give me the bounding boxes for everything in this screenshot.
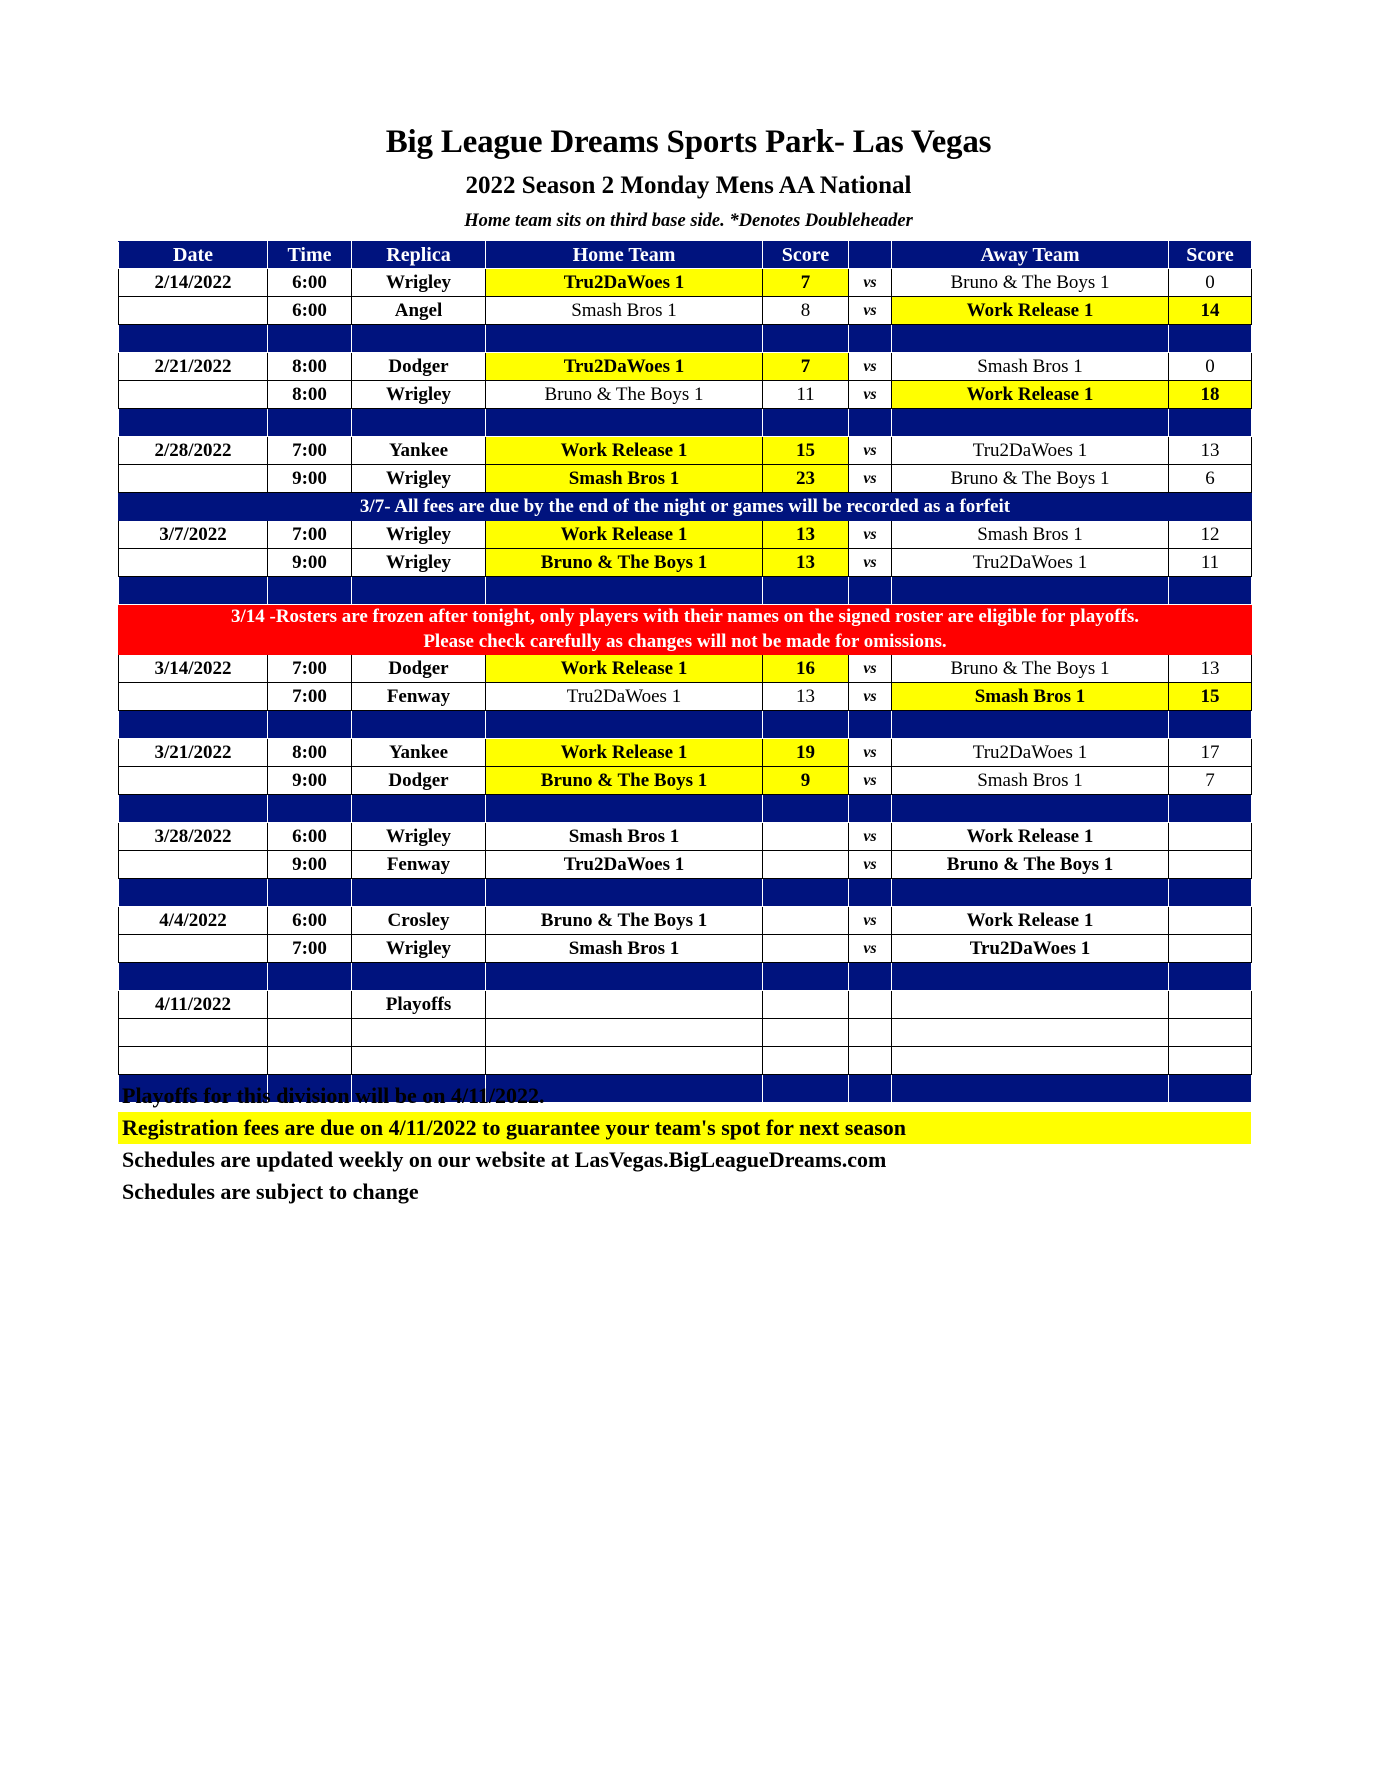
separator-cell [1169,409,1252,437]
vs-cell: vs [849,739,892,767]
separator-cell [1169,577,1252,605]
date-cell [119,1019,268,1047]
separator-cell [119,795,268,823]
separator-cell [849,879,892,907]
separator-cell [763,711,849,739]
away-score-cell: 12 [1169,521,1252,549]
away-score-cell [1169,907,1252,935]
game-row [119,521,1252,549]
away-team-cell: Tru2DaWoes 1 [892,437,1169,465]
replica-cell: Dodger [352,655,486,683]
home-score-cell: 9 [763,767,849,795]
game-row [119,353,1252,381]
separator-cell [486,325,763,353]
vs-cell: vs [849,437,892,465]
home-team-cell: Bruno & The Boys 1 [486,549,763,577]
away-team-cell: Tru2DaWoes 1 [892,549,1169,577]
away-score-cell [1169,1047,1252,1075]
separator-cell [268,879,352,907]
game-row [119,991,1252,1019]
separator-cell [849,325,892,353]
date-cell [119,683,268,711]
time-cell: 8:00 [268,381,352,409]
week-separator-row [119,879,1252,907]
home-team-cell: Work Release 1 [486,521,763,549]
separator-cell [486,879,763,907]
game-row [119,269,1252,297]
away-team-cell: Work Release 1 [892,823,1169,851]
replica-cell: Wrigley [352,465,486,493]
separator-cell [763,577,849,605]
game-row [119,767,1252,795]
replica-cell: Wrigley [352,381,486,409]
separator-cell [119,711,268,739]
vs-cell: vs [849,269,892,297]
time-cell: 9:00 [268,767,352,795]
week-separator-row [119,325,1252,353]
playoffs-note: Playoffs for this division will be on 4/11/2022. [122,1083,545,1108]
separator-cell [486,963,763,991]
home-team-cell: Work Release 1 [486,739,763,767]
separator-cell [352,963,486,991]
vs-cell: vs [849,465,892,493]
away-team-cell [892,1047,1169,1075]
separator-cell [486,409,763,437]
replica-cell: Dodger [352,353,486,381]
date-cell [119,297,268,325]
game-row [119,683,1252,711]
away-team-cell: Smash Bros 1 [892,353,1169,381]
away-score-cell: 7 [1169,767,1252,795]
time-cell: 7:00 [268,521,352,549]
away-team-cell: Smash Bros 1 [892,767,1169,795]
game-row [119,655,1252,683]
away-team-cell [892,991,1169,1019]
separator-cell [892,963,1169,991]
replica-cell: Wrigley [352,823,486,851]
home-team-cell: Tru2DaWoes 1 [486,269,763,297]
vs-cell [849,991,892,1019]
table-header-row [119,242,1252,269]
date-cell: 4/4/2022 [119,907,268,935]
separator-cell [352,711,486,739]
away-score-cell: 14 [1169,297,1252,325]
alert-row [119,630,1252,655]
separator-cell [892,325,1169,353]
time-cell: 6:00 [268,907,352,935]
separator-cell [892,879,1169,907]
separator-cell [849,409,892,437]
website-note: Schedules are updated weekly on our website at LasVegas.BigLeagueDreams.com [122,1147,887,1172]
home-score-cell [763,991,849,1019]
home-score-cell: 19 [763,739,849,767]
date-cell [119,465,268,493]
separator-cell [352,879,486,907]
away-score-cell: 0 [1169,353,1252,381]
separator-cell [268,795,352,823]
game-row [119,1019,1252,1047]
home-score-cell: 16 [763,655,849,683]
separator-cell [268,963,352,991]
home-score-cell: 13 [763,521,849,549]
date-cell: 2/21/2022 [119,353,268,381]
week-separator-row [119,963,1252,991]
away-team-cell: Work Release 1 [892,297,1169,325]
away-score-cell [1169,1019,1252,1047]
date-cell [119,935,268,963]
away-score-cell [1169,851,1252,879]
date-cell: 4/11/2022 [119,991,268,1019]
home-team-cell: Smash Bros 1 [486,935,763,963]
home-score-cell [763,1047,849,1075]
home-score-cell: 8 [763,297,849,325]
col-away-team: Away Team [892,242,1169,269]
home-team-cell [486,1047,763,1075]
home-score-cell: 11 [763,381,849,409]
away-score-cell [1169,935,1252,963]
home-score-cell [763,935,849,963]
separator-cell [352,325,486,353]
home-score-cell [763,851,849,879]
time-cell: 8:00 [268,739,352,767]
replica-cell: Fenway [352,683,486,711]
away-score-cell: 0 [1169,269,1252,297]
replica-cell: Playoffs [352,991,486,1019]
separator-cell [1169,963,1252,991]
home-team-cell: Smash Bros 1 [486,465,763,493]
away-score-cell: 6 [1169,465,1252,493]
separator-cell [268,711,352,739]
separator-cell [849,795,892,823]
alert-text: Please check carefully as changes will not be made for omissions. [119,630,1252,655]
home-team-cell: Smash Bros 1 [486,823,763,851]
date-cell [119,851,268,879]
home-score-cell: 15 [763,437,849,465]
home-team-cell: Tru2DaWoes 1 [486,683,763,711]
change-note: Schedules are subject to change [122,1179,419,1204]
date-cell: 3/14/2022 [119,655,268,683]
time-cell: 7:00 [268,655,352,683]
separator-cell [1169,795,1252,823]
vs-cell: vs [849,297,892,325]
replica-cell: Fenway [352,851,486,879]
time-cell: 6:00 [268,297,352,325]
home-score-cell: 7 [763,353,849,381]
time-cell: 8:00 [268,353,352,381]
away-team-cell: Tru2DaWoes 1 [892,935,1169,963]
replica-cell: Yankee [352,739,486,767]
col-replica: Replica [352,242,486,269]
replica-cell: Wrigley [352,935,486,963]
game-row [119,907,1252,935]
separator-cell [892,577,1169,605]
page-title: Big League Dreams Sports Park- Las Vegas [385,124,992,160]
date-cell: 2/14/2022 [119,269,268,297]
replica-cell: Wrigley [352,549,486,577]
away-score-cell [1169,823,1252,851]
game-row [119,381,1252,409]
time-cell: 7:00 [268,683,352,711]
home-team-cell [486,1019,763,1047]
separator-cell [119,409,268,437]
time-cell [268,991,352,1019]
announcement-row [119,493,1252,521]
away-team-cell: Work Release 1 [892,381,1169,409]
away-score-cell: 11 [1169,549,1252,577]
week-separator-row [119,711,1252,739]
separator-cell [763,409,849,437]
vs-cell [849,1047,892,1075]
home-score-cell [763,1019,849,1047]
vs-cell: vs [849,521,892,549]
game-row [119,465,1252,493]
away-score-cell: 17 [1169,739,1252,767]
separator-cell [849,577,892,605]
game-row [119,549,1252,577]
game-row [119,935,1252,963]
time-cell: 6:00 [268,823,352,851]
separator-cell [352,795,486,823]
away-team-cell: Bruno & The Boys 1 [892,655,1169,683]
time-cell: 7:00 [268,437,352,465]
away-team-cell: Smash Bros 1 [892,521,1169,549]
home-team-cell: Tru2DaWoes 1 [486,353,763,381]
home-score-cell: 7 [763,269,849,297]
away-team-cell: Smash Bros 1 [892,683,1169,711]
replica-cell: Crosley [352,907,486,935]
footer-notes [122,1080,1251,1208]
home-score-cell [763,823,849,851]
time-cell: 9:00 [268,465,352,493]
separator-cell [268,577,352,605]
home-team-cell: Bruno & The Boys 1 [486,767,763,795]
col-time: Time [268,242,352,269]
schedule-rows [119,269,1252,1103]
separator-cell [892,795,1169,823]
time-cell: 9:00 [268,549,352,577]
vs-cell: vs [849,683,892,711]
home-score-cell [763,907,849,935]
date-cell: 3/21/2022 [119,739,268,767]
vs-cell: vs [849,851,892,879]
time-cell: 6:00 [268,269,352,297]
separator-cell [486,711,763,739]
game-row [119,437,1252,465]
home-team-cell: Bruno & The Boys 1 [486,907,763,935]
separator-cell [268,325,352,353]
replica-cell: Dodger [352,767,486,795]
week-separator-row [119,795,1252,823]
away-score-cell: 13 [1169,655,1252,683]
home-team-cell: Smash Bros 1 [486,297,763,325]
replica-cell: Wrigley [352,521,486,549]
week-separator-row [119,409,1252,437]
replica-cell: Angel [352,297,486,325]
replica-cell: Wrigley [352,269,486,297]
separator-cell [892,711,1169,739]
col-home-team: Home Team [486,242,763,269]
vs-cell: vs [849,353,892,381]
home-score-cell: 13 [763,683,849,711]
separator-cell [763,325,849,353]
game-row [119,851,1252,879]
separator-cell [119,879,268,907]
away-team-cell: Bruno & The Boys 1 [892,851,1169,879]
date-cell [119,549,268,577]
home-team-cell: Bruno & The Boys 1 [486,381,763,409]
date-cell: 3/7/2022 [119,521,268,549]
separator-cell [763,879,849,907]
home-team-cell: Tru2DaWoes 1 [486,851,763,879]
separator-cell [119,325,268,353]
game-row [119,297,1252,325]
away-score-cell: 13 [1169,437,1252,465]
vs-cell: vs [849,549,892,577]
col-vs [849,242,892,269]
separator-cell [119,963,268,991]
home-score-cell: 13 [763,549,849,577]
vs-cell: vs [849,907,892,935]
replica-cell [352,1019,486,1047]
alert-row [119,605,1252,630]
announcement-text: 3/7- All fees are due by the end of the night or games will be recorded as a forfeit [119,493,1252,521]
page-subtitle: 2022 Season 2 Monday Mens AA National [465,172,912,199]
home-team-cell: Work Release 1 [486,437,763,465]
separator-cell [352,409,486,437]
vs-cell: vs [849,823,892,851]
away-score-cell: 18 [1169,381,1252,409]
away-team-cell: Tru2DaWoes 1 [892,739,1169,767]
home-team-note: Home team sits on third base side. *Denotes Doubleheader [464,211,913,231]
separator-cell [763,795,849,823]
separator-cell [1169,325,1252,353]
date-cell [119,381,268,409]
separator-cell [763,963,849,991]
separator-cell [892,409,1169,437]
away-team-cell [892,1019,1169,1047]
col-date: Date [119,242,268,269]
game-row [119,1047,1252,1075]
vs-cell [849,1019,892,1047]
separator-cell [486,795,763,823]
vs-cell: vs [849,935,892,963]
away-team-cell: Work Release 1 [892,907,1169,935]
separator-cell [849,711,892,739]
game-row [119,823,1252,851]
vs-cell: vs [849,655,892,683]
away-team-cell: Bruno & The Boys 1 [892,465,1169,493]
home-team-cell: Work Release 1 [486,655,763,683]
week-separator-row [119,577,1252,605]
date-cell: 2/28/2022 [119,437,268,465]
home-score-cell: 23 [763,465,849,493]
separator-cell [119,577,268,605]
game-row [119,739,1252,767]
col-away-score: Score [1169,242,1252,269]
vs-cell: vs [849,381,892,409]
home-team-cell [486,991,763,1019]
time-cell [268,1047,352,1075]
separator-cell [352,577,486,605]
separator-cell [1169,711,1252,739]
separator-cell [1169,879,1252,907]
schedule-table [118,241,1251,1103]
time-cell: 7:00 [268,935,352,963]
time-cell [268,1019,352,1047]
away-score-cell [1169,991,1252,1019]
separator-cell [849,963,892,991]
away-score-cell: 15 [1169,683,1252,711]
replica-cell [352,1047,486,1075]
vs-cell: vs [849,767,892,795]
date-cell [119,1047,268,1075]
date-cell: 3/28/2022 [119,823,268,851]
separator-cell [486,577,763,605]
col-home-score: Score [763,242,849,269]
away-team-cell: Bruno & The Boys 1 [892,269,1169,297]
time-cell: 9:00 [268,851,352,879]
replica-cell: Yankee [352,437,486,465]
registration-note: Registration fees are due on 4/11/2022 to guarantee your team's spot for next season [118,1112,1251,1144]
alert-text: 3/14 -Rosters are frozen after tonight, only players with their names on the signed roster are eligible for playoffs. [119,605,1252,630]
date-cell [119,767,268,795]
separator-cell [268,409,352,437]
